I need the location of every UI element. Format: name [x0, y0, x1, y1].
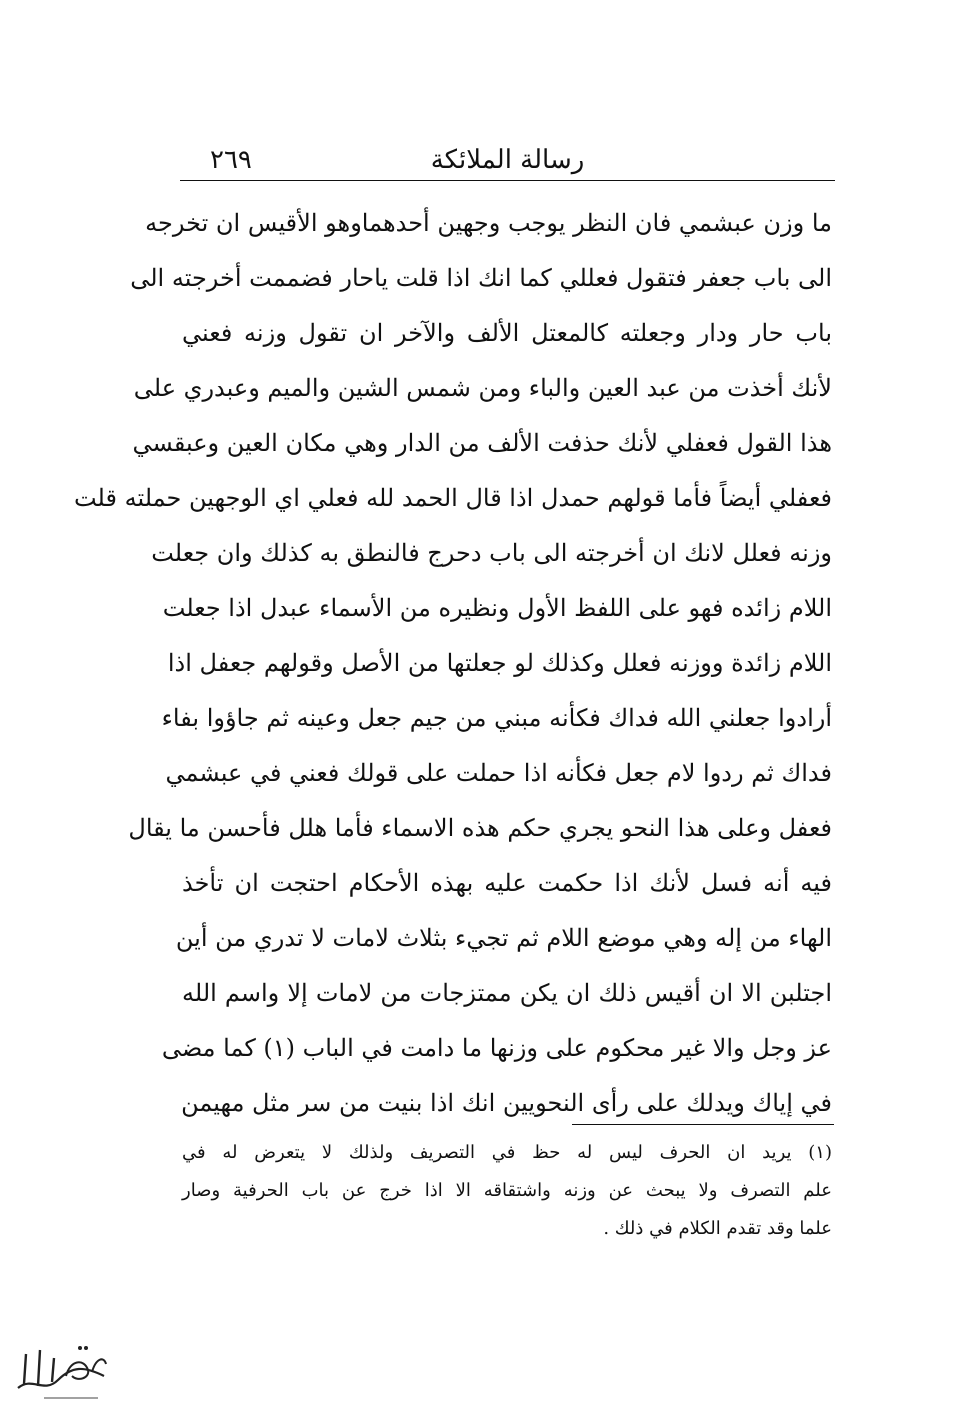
text-line: أرادوا جعلني الله فداك فكأنه مبني من جيم جعل وعينه ثم جاؤوا بفاء: [161, 704, 832, 732]
text-line: اللام زائده فهو على اللفظ الأول ونظيره من الأسماء عبدل اذا جعلت: [162, 594, 832, 622]
library-stamp-logo: [14, 1336, 110, 1404]
page-number: ٢٦٩: [210, 145, 252, 175]
footnote-line: (١) يريد ان الحرف ليس له حظ في التصريف ولذلك لا يتعرض له في: [182, 1142, 832, 1163]
text-line: ما وزن عبشمي فان النظر يوجب وجهين أحدهماوهو الأقيس ان تخرجه: [145, 209, 832, 237]
text-line: فعفلي أيضاً فأما قولهم حمدل اذا قال الحمد لله فعلي اي الوجهين حملته قلت: [73, 484, 832, 512]
body-text: [73, 196, 832, 1131]
text-line: في إياك ويدلك على رأى النحويين انك اذا بنيت من سر مثل مهيمن: [181, 1089, 832, 1117]
footnote-rule: [572, 1124, 834, 1125]
text-line: اللام زائدة ووزنه فعلل وكذلك لو جعلتها من الأصل وقولهم جعفل اذا: [167, 649, 832, 677]
footnote-line: علما وقد تقدم الكلام في ذلك .: [603, 1218, 832, 1239]
running-head: [180, 140, 835, 180]
text-line: اجتلبن الا ان أقيس ذلك ان يكن ممتزجات من لامات إلا واسم الله: [182, 979, 832, 1007]
text-line: باب حار ودار وجعلته كالمعتل الألف والآخر ان تقول وزنه فعني: [182, 319, 832, 347]
text-line: فيه أنه فسل لأنك اذا حكمت عليه بهذه الأحكام احتجت ان تأخذ: [182, 869, 832, 897]
header-rule: [180, 180, 835, 181]
text-line: فداك ثم ردوا لام جعل فكأنه اذا حملت على قولك فعني في عبشمي: [165, 759, 832, 787]
text-line: لأنك أخذت من عبد العين والباء ومن شمس الشين والميم وعبدري على: [133, 374, 832, 402]
text-line: الهاء من إله وهي موضع اللام ثم تجيء بثلاث لامات لا تدري من أين: [175, 924, 832, 952]
text-line: عز وجل والا غير محكوم على وزنها ما دامت في الباب (١) كما مضى: [161, 1034, 832, 1062]
text-line: وزنه فعلل لانك ان أخرجته الى باب دحرج فالنطق به كذلك وان جعلت: [151, 539, 832, 567]
footnote-line: علم التصرف ولا يبحث عن وزنه واشتقاقه الا اذا خرج عن باب الحرفية وصار: [182, 1180, 832, 1201]
text-line: الى باب جعفر فتقول فعللي كما انك اذا قلت ياحار فضممت أخرجته الى: [130, 264, 832, 292]
text-line: هذا القول فعفلي لأنك حذفت الألف من الدار وهي مكان العين وعبقسي: [132, 429, 832, 457]
page-title: رسالة الملائكة: [430, 145, 585, 175]
footnote: [182, 1134, 832, 1248]
text-line: فعفل وعلى هذا النحو يجري حكم هذه الاسماء فأما هلل فأحسن ما يقال: [128, 814, 832, 842]
